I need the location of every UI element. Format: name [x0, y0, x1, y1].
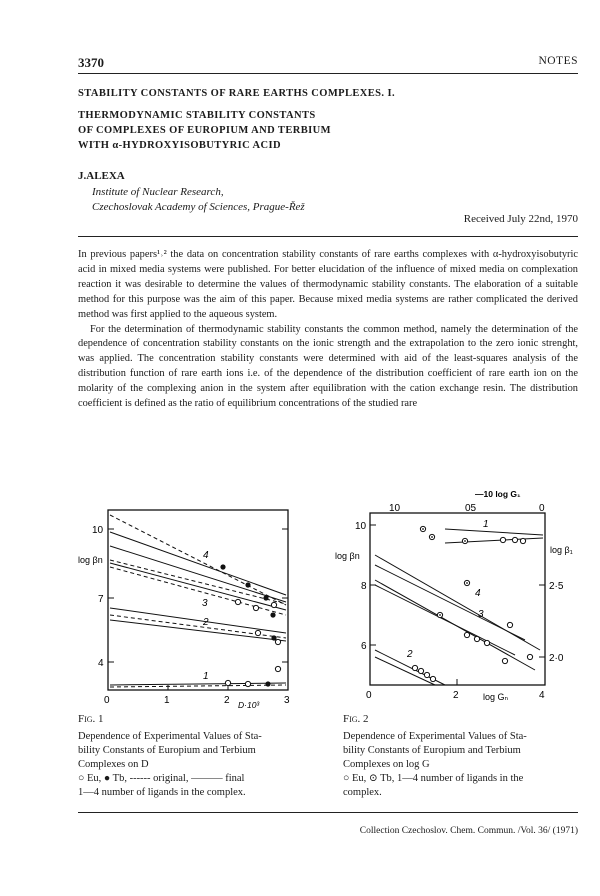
caption-line: Complexes on log G [343, 759, 430, 770]
footer-rule [78, 812, 578, 813]
data-point-eu [500, 537, 505, 542]
journal-citation: Collection Czechoslov. Chem. Commun. /Vol. 36/ (1971) [359, 826, 578, 836]
data-point-eu [275, 666, 280, 671]
data-point-tb-center [431, 536, 433, 538]
y-tick-label: 7 [98, 594, 104, 605]
data-point-eu [474, 636, 479, 641]
title-line: WITH α-HYDROXYISOBUTYRIC ACID [78, 140, 281, 151]
top-axis-label: —10 log G₁ [475, 489, 521, 499]
data-point-eu [512, 537, 517, 542]
figure-2-caption [343, 712, 583, 800]
curve-1-final [110, 683, 286, 685]
data-point-eu [225, 680, 230, 685]
data-point-tb [270, 612, 275, 617]
curve-3-final [110, 563, 286, 610]
page-number: 3370 [78, 55, 104, 70]
caption-line: bility Constants of Europium and Terbium [78, 745, 256, 756]
data-point-tb-center [464, 540, 466, 542]
bottom-tick-label: 4 [539, 690, 545, 701]
caption-line: ○ Eu, ⊙ Tb, 1—4 number of ligands in the [343, 773, 524, 784]
data-point-tb-center [422, 528, 424, 530]
author: J.ALEXA [78, 170, 125, 182]
header-rule [78, 73, 578, 74]
data-point-eu [255, 630, 260, 635]
x-tick-label: 3 [284, 695, 290, 706]
curve-4 [375, 555, 540, 650]
abstract-rule [78, 236, 578, 237]
right-axis-label: log β₁ [550, 545, 573, 555]
title-line: THERMODYNAMIC STABILITY CONSTANTS [78, 110, 316, 121]
data-point-tb-center [466, 582, 468, 584]
data-point-tb [263, 595, 268, 600]
curve-2 [375, 657, 435, 685]
left-tick-label: 8 [361, 581, 367, 592]
curve-1-original [110, 685, 286, 687]
data-point-eu [275, 639, 280, 644]
left-axis-label: log βn [335, 551, 360, 561]
data-point-eu [245, 681, 250, 686]
data-point-tb [245, 582, 250, 587]
data-point-eu [430, 676, 435, 681]
affiliation [92, 185, 305, 215]
right-tick-label: 2·0 [549, 653, 564, 664]
right-tick-label: 2·5 [549, 581, 564, 592]
figure-1-plot [78, 505, 308, 715]
figure-1 [78, 505, 308, 720]
data-point-eu [271, 602, 276, 607]
bottom-tick-label: 2 [453, 690, 459, 701]
left-tick-label: 6 [361, 641, 367, 652]
data-point-tb [265, 681, 270, 686]
top-tick-label: 05 [465, 503, 477, 514]
curve-label: 2 [203, 617, 209, 628]
curve-label: 2 [407, 649, 413, 660]
figure-number: Fig. 1 [78, 713, 104, 725]
figure-1-caption [78, 712, 318, 800]
data-point-eu [418, 668, 423, 673]
data-point-eu [484, 640, 489, 645]
left-tick-label: 10 [355, 521, 367, 532]
data-point-tb-center [439, 614, 441, 616]
data-point-eu [520, 538, 525, 543]
curve-4-final [110, 546, 286, 602]
figure-2-plot [335, 485, 580, 710]
data-point-eu [424, 672, 429, 677]
data-point-eu [464, 632, 469, 637]
x-tick-label: 0 [104, 695, 110, 706]
caption-line: ○ Eu, ● Tb, ------ original, ——— final [78, 773, 245, 784]
y-axis-label: log βn [78, 555, 103, 565]
paragraph: In previous papers¹˒² the data on concentration stability constants of rare earths complexes with α-hydroxyisobutyric acid in mixed media systems were published. For better elucidation of the influence of mixed media on complexation reaction it was desirable to determine the values of thermodynamic stability constants. The elaboration of a suitable method for this purpose was the aim of this paper. Because mixed media systems are rather complicated the derived method was first applied to the aqueous system. [78, 249, 578, 320]
caption-line: Dependence of Experimental Values of Sta- [343, 731, 527, 742]
curve-2-final [110, 608, 286, 633]
figure-2 [335, 485, 580, 715]
curve-1 [445, 538, 543, 543]
section-name: NOTES [538, 55, 578, 67]
affiliation-line: Institute of Nuclear Research, [92, 186, 224, 198]
data-point-eu [527, 654, 532, 659]
bottom-tick-label: 0 [366, 690, 372, 701]
data-point-eu [502, 658, 507, 663]
y-tick-label: 10 [92, 525, 104, 536]
data-point-tb [220, 564, 225, 569]
top-tick-label: 0 [539, 503, 545, 514]
curve-label: 4 [203, 550, 209, 561]
data-point-eu [507, 622, 512, 627]
affiliation-line: Czechoslovak Academy of Sciences, Prague-Řež [92, 201, 305, 213]
curve-label: 1 [203, 671, 209, 682]
curve-4-final [110, 532, 286, 595]
x-axis-label: D·10³ [238, 700, 260, 710]
caption-line: Complexes on D [78, 759, 149, 770]
data-point-eu [412, 665, 417, 670]
received-date: Received July 22nd, 1970 [463, 213, 578, 225]
caption-line: Dependence of Experimental Values of Sta- [78, 731, 262, 742]
series-title: STABILITY CONSTANTS OF RARE EARTHS COMPLEXES. I. [78, 88, 395, 99]
curve-label: 1 [483, 519, 489, 530]
data-point-eu [253, 605, 258, 610]
curve-label: 4 [475, 588, 481, 599]
data-point-eu [235, 599, 240, 604]
top-tick-label: 10 [389, 503, 401, 514]
running-header [78, 55, 578, 71]
curve-1 [445, 529, 543, 535]
curve-label: 3 [202, 598, 208, 609]
caption-line: complex. [343, 787, 382, 798]
y-tick-label: 4 [98, 658, 104, 669]
article-title [78, 108, 331, 153]
curve-label: 3 [478, 609, 484, 620]
bottom-axis-label: log Gₙ [483, 692, 509, 702]
x-tick-label: 1 [164, 695, 170, 706]
x-tick-label: 2 [224, 695, 230, 706]
figure-number: Fig. 2 [343, 713, 369, 725]
title-line: OF COMPLEXES OF EUROPIUM AND TERBIUM [78, 125, 331, 136]
paragraph: For the determination of thermodynamic stability constants the common method, namely the determination of the dependence of concentration stability constants on the ionic strength and the extrapolation to the zero ionic strenght, was applied. The concentration stability constants were determined with aid of the least-squares analysis of the distribution function of rare earth ions i.e. of the dependence of the distribution coefficient of rare earth ion on the molarity of the complexing anion in the system after equilibration with the cation exchange resin. The distribution coefficient is defined as the ratio of equilibrium concentrations of the studied rare [78, 323, 578, 410]
body-text [78, 248, 578, 412]
plot-frame [108, 510, 288, 690]
curve-4 [375, 565, 525, 640]
curve-3-original [110, 560, 286, 604]
caption-line: 1—4 number of ligands in the complex. [78, 787, 246, 798]
caption-line: bility Constants of Europium and Terbium [343, 745, 521, 756]
